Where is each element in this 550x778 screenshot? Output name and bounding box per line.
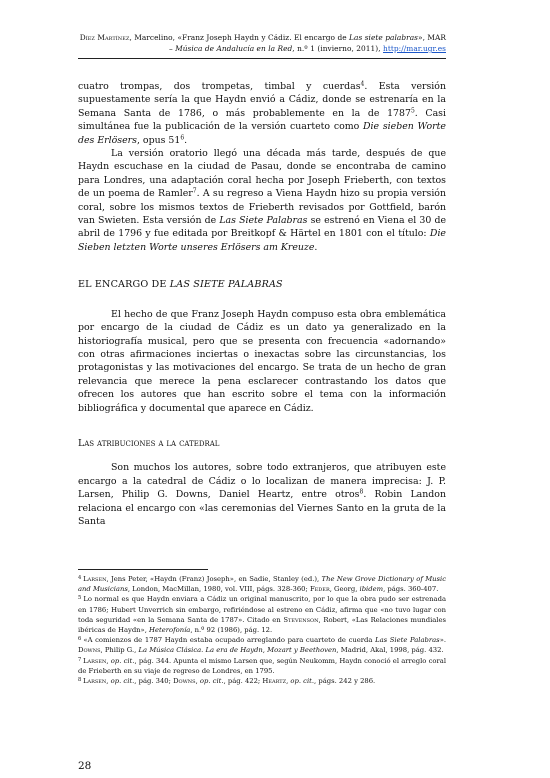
author-name: Larsen <box>83 656 107 665</box>
footnote <box>78 574 446 594</box>
footnote-number: 4 <box>78 575 84 581</box>
header-citation-text: , Marcelino, «Franz Joseph Haydn y Cádiz. El encargo de <box>129 33 350 42</box>
text-run: Lo normal es que Haydn enviara a Cádiz un original manuscrito, por lo que la obra pudo ser estrenada en 1786; Hubert Unverrich sin embargo, refiriéndose al estreno en Cádiz, afirma que «no tuvo lugar con toda seguridad «en la Semana Santa de 1787». Citado en <box>78 595 447 624</box>
italic-text: op. cit. <box>199 677 224 686</box>
header-issue: , n.º 1 (invierno, 2011), <box>292 44 384 53</box>
text-run: , London, MacMillan, 1980, vol. VIII, págs. 328-360; <box>127 585 310 594</box>
text-run: . Robin Landon relaciona el encargo con «las ceremonias del Viernes Santo en la gruta de la Santa <box>78 489 446 527</box>
text-run: , Robert, «Las Relaciones mundiales ibéricas de Haydn», <box>78 615 446 635</box>
main-text <box>78 80 446 528</box>
italic-text: Las Siete Palabras <box>375 636 440 645</box>
text-run: . A su regreso a Viena Haydn hizo su propia versión coral, sobre los mismos textos de Frieberth revisados por Gottfield, barón van Swieten. Esta versión de <box>78 188 446 227</box>
text-run: se estrenó en Viena el 30 de abril de 1796 y fue editada por Breitkopf & Härtel en 1801 con el título: <box>78 215 446 240</box>
text-run: , opus 51 <box>136 134 181 146</box>
paragraph <box>78 308 446 415</box>
author-name: Stevenson <box>283 615 319 624</box>
text-run: , Philip G., <box>100 646 139 655</box>
text-run: , págs. 242 y 286. <box>314 677 376 686</box>
header-author: Díez Martínez <box>79 33 130 42</box>
italic-text: Las Siete Palabras <box>219 215 308 227</box>
text-run: ». <box>439 636 447 645</box>
text-run: . <box>314 241 318 253</box>
text-run: El hecho de que Franz Joseph Haydn compuso esta obra emblemática por encargo de la ciudad de Cádiz es un dato ya generalizado en la historiografía musical, pero que se presenta con frecuencia «adornando» con otras afirmaciones inciertas o inexactas sobre las circunstancias, los protagonistas y las motivaciones del encargo. Se trata de un hecho de gran relevancia que merece la pena esclarecer contrastando los datos que ofrecen los autores que han escrito sobre el tema con la información bibliográfica y documental que aparece en Cádiz. <box>78 308 446 414</box>
text-run: «A comienzos de 1787 Haydn estaba ocupado arreglando para cuarteto de cuerda <box>83 636 376 645</box>
italic-text: La Música Clásica. La era de Haydn, Mozart y Beethoven <box>138 646 337 655</box>
text-run: , págs. 360-407. <box>383 585 439 594</box>
author-name: Larsen <box>82 677 107 686</box>
subsection-heading: Las atribuciones a la catedral <box>78 437 220 449</box>
author-name: Downs <box>173 677 196 686</box>
text-run: Son muchos los autores, sobre todo extranjeros, que atribuyen este encargo a la catedral de Cádiz o lo localizan de manera imprecisa: J. P. Larsen, Philip G. Downs, Daniel Heartz, entre otros <box>78 462 446 501</box>
page-number: 28 <box>78 760 92 772</box>
footnote <box>78 656 446 676</box>
text-run: , Georg, <box>329 585 360 594</box>
text-run: , pág. 344. Apunta el mismo Larsen que, según Neukomm, Haydn conoció el arreglo coral de Frieberth en su viaje de regreso de Londres, en 1795. <box>78 656 446 675</box>
header-journal-name: – Música de Andalucía en la Red <box>168 44 293 53</box>
footnote-number: 5 <box>78 595 84 602</box>
header-journal-abbrev: », MAR <box>418 33 446 42</box>
italic-text: Die Sieben letzten Worte unseres Erlösers am Kreuze <box>78 228 446 253</box>
header-rule <box>78 58 446 59</box>
section-heading: EL ENCARGO DE LAS SIETE PALABRAS <box>78 279 283 291</box>
text-run: , <box>286 677 291 686</box>
text-run: . <box>184 134 188 146</box>
header-work-title: Las siete palabras <box>349 33 418 42</box>
italic-text: The New Grove Dictionary of Music and Musicians <box>78 575 447 594</box>
footnote-ref: 7 <box>192 187 197 195</box>
paragraph <box>78 147 446 254</box>
footnote-number: 6 <box>78 636 84 643</box>
author-name: Feder <box>309 585 330 594</box>
footnote <box>78 635 446 655</box>
italic-text: Heterofonía <box>149 626 191 635</box>
text-run: , <box>106 677 111 686</box>
text-run: , Madrid, Akal, 1998, pág. 432. <box>336 646 444 655</box>
footnote-ref: 8 <box>359 488 364 496</box>
italic-text: op. cit. <box>110 677 135 686</box>
footnote-ref: 4 <box>360 80 365 88</box>
text-run: . Esta versión supuestamente sería la que Haydn envió a Cádiz, donde se estrenaría en la Semana Santa de 1786, o más probablemente en la de 1787 <box>78 81 446 119</box>
text-run: , <box>195 677 200 686</box>
text-run: , pág. 340; <box>134 677 174 686</box>
footnote-number: 8 <box>78 677 83 684</box>
header-url-link[interactable]: http://mar.ugr.es <box>383 44 446 53</box>
footnotes <box>78 574 446 686</box>
text-run: , <box>106 656 111 665</box>
text-run: cuatro trompas, dos trompetas, timbal y cuerdas <box>78 81 361 92</box>
author-name: Heartz <box>262 677 287 686</box>
text-run: . Casi simultánea fue la publicación de la versión cuarteto como <box>78 107 446 133</box>
italic-text: ibidem <box>359 585 384 594</box>
footnote-rule <box>78 569 208 570</box>
header-line-2 <box>78 43 446 54</box>
paragraph <box>78 80 446 147</box>
text-run: La versión oratorio llegó una década más tarde, después de que Haydn escuchase en la ciudad de Pasau, donde se encontraba de camino para Londres, una adaptación coral hecha por Joseph Frieberth, con textos de un poema de Ramler <box>78 148 446 200</box>
header-line-1 <box>78 32 446 43</box>
author-name: Downs <box>78 646 101 655</box>
footnote <box>78 676 446 686</box>
footnote-number: 7 <box>78 656 84 663</box>
italic-text: op. cit. <box>110 656 135 665</box>
running-header <box>78 32 446 54</box>
footnote-ref: 6 <box>180 134 185 142</box>
footnote <box>78 594 446 635</box>
text-run: , n.º 92 (1986), pág. 12. <box>190 626 273 635</box>
text-run: , pág. 422; <box>223 677 263 686</box>
footnote-ref: 5 <box>410 107 415 115</box>
text-run: , Jens Peter, «Haydn (Franz) Joseph», en Sadie, Stanley (ed.), <box>106 575 322 583</box>
italic-text: Die sieben Worte des Erlösers <box>78 121 446 146</box>
author-name: Larsen <box>83 575 107 583</box>
paragraph <box>78 461 446 528</box>
italic-text: op. cit. <box>290 677 315 686</box>
